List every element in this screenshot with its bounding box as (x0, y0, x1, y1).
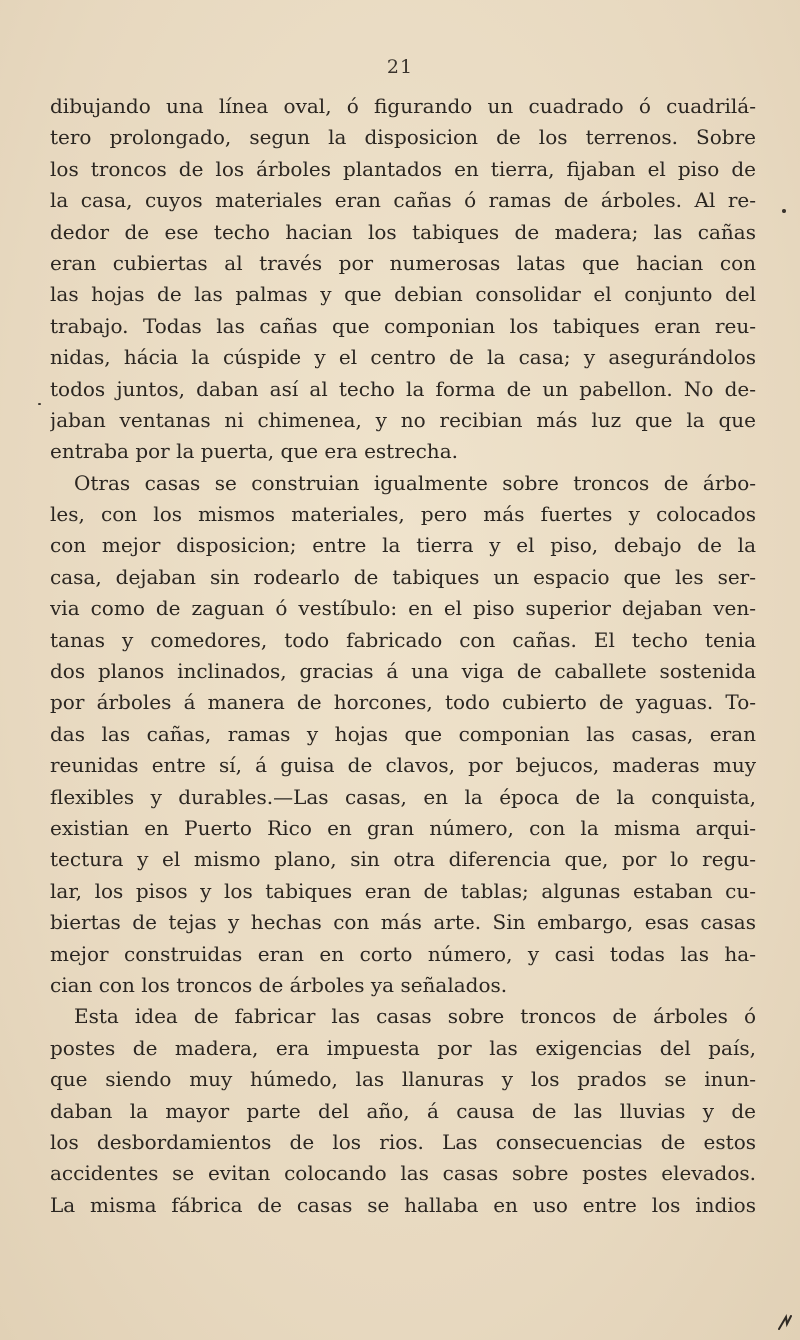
text-line: nidas, hácia la cúspide y el centro de la casa; y asegurándolos (50, 345, 756, 370)
text-line: mejor construidas eran en corto número, y casi todas las ha- (50, 941, 756, 966)
ink-speck (782, 209, 786, 213)
text-line: casa, dejaban sin rodearlo de tabiques un espacio que les ser- (50, 564, 756, 589)
page-number: 21 (386, 56, 414, 78)
text-line: existian en Puerto Rico en gran número, con la misma arqui- (50, 815, 756, 840)
text-line: Esta idea de fabricar las casas sobre troncos de árboles ó (74, 1004, 756, 1029)
text-line: flexibles y durables.—Las casas, en la época de la conquista, (50, 784, 756, 809)
text-line: dedor de ese techo hacian los tabiques de madera; las cañas (50, 219, 756, 244)
text-line: tanas y comedores, todo fabricado con cañas. El techo tenia (50, 627, 756, 652)
text-line: jaban ventanas ni chimenea, y no recibian más luz que la que (50, 407, 756, 432)
text-line: dos planos inclinados, gracias á una viga de caballete sostenida (50, 659, 756, 684)
text-line: tero prolongado, segun la disposicion de los terrenos. Sobre (50, 125, 756, 150)
ink-mark (778, 1314, 792, 1330)
text-line: cian con los troncos de árboles ya señalados. (50, 972, 508, 997)
text-line: biertas de tejas y hechas con más arte. Sin embargo, esas casas (50, 910, 756, 935)
text-line: los troncos de los árboles plantados en tierra, fijaban el piso de (50, 156, 756, 181)
text-line: que siendo muy húmedo, las llanuras y los prados se inun- (50, 1067, 756, 1092)
ink-speck (38, 403, 41, 405)
text-line: dibujando una línea oval, ó figurando un cuadrado ó cuadrilá- (50, 94, 756, 118)
text-line: La misma fábrica de casas se hallaba en uso entre los indios (50, 1192, 756, 1217)
body-text (50, 91, 756, 1221)
text-line: les, con los mismos materiales, pero más fuertes y colocados (50, 502, 756, 527)
text-line: Otras casas se construian igualmente sobre troncos de árbo- (74, 470, 756, 495)
text-line: das las cañas, ramas y hojas que componian las casas, eran (50, 721, 756, 746)
text-line: la casa, cuyos materiales eran cañas ó ramas de árboles. Al re- (50, 188, 756, 213)
text-line: las hojas de las palmas y que debian consolidar el conjunto del (50, 282, 756, 307)
text-line: tectura y el mismo plano, sin otra diferencia que, por lo regu- (50, 847, 756, 872)
text-line: via como de zaguan ó vestíbulo: en el piso superior dejaban ven- (50, 596, 756, 621)
text-line: accidentes se evitan colocando las casas sobre postes elevados. (50, 1161, 756, 1186)
text-line: eran cubiertas al través por numerosas latas que hacian con (50, 250, 756, 275)
text-line: daban la mayor parte del año, á causa de las lluvias y de (50, 1098, 756, 1123)
text-line: con mejor disposicion; entre la tierra y el piso, debajo de la (50, 533, 756, 558)
text-line: todos juntos, daban así al techo la forma de un pabellon. No de- (50, 376, 756, 401)
text-line: lar, los pisos y los tabiques eran de tablas; algunas estaban cu- (50, 878, 756, 903)
text-line: entraba por la puerta, que era estrecha. (50, 439, 458, 464)
text-line: los desbordamientos de los rios. Las consecuencias de estos (50, 1129, 756, 1154)
text-line: por árboles á manera de horcones, todo cubierto de yaguas. To- (50, 690, 756, 715)
text-line: trabajo. Todas las cañas que componian los tabiques eran reu- (50, 313, 756, 338)
text-line: postes de madera, era impuesta por las exigencias del país, (50, 1035, 756, 1060)
text-line: reunidas entre sí, á guisa de clavos, por bejucos, maderas muy (50, 753, 756, 778)
